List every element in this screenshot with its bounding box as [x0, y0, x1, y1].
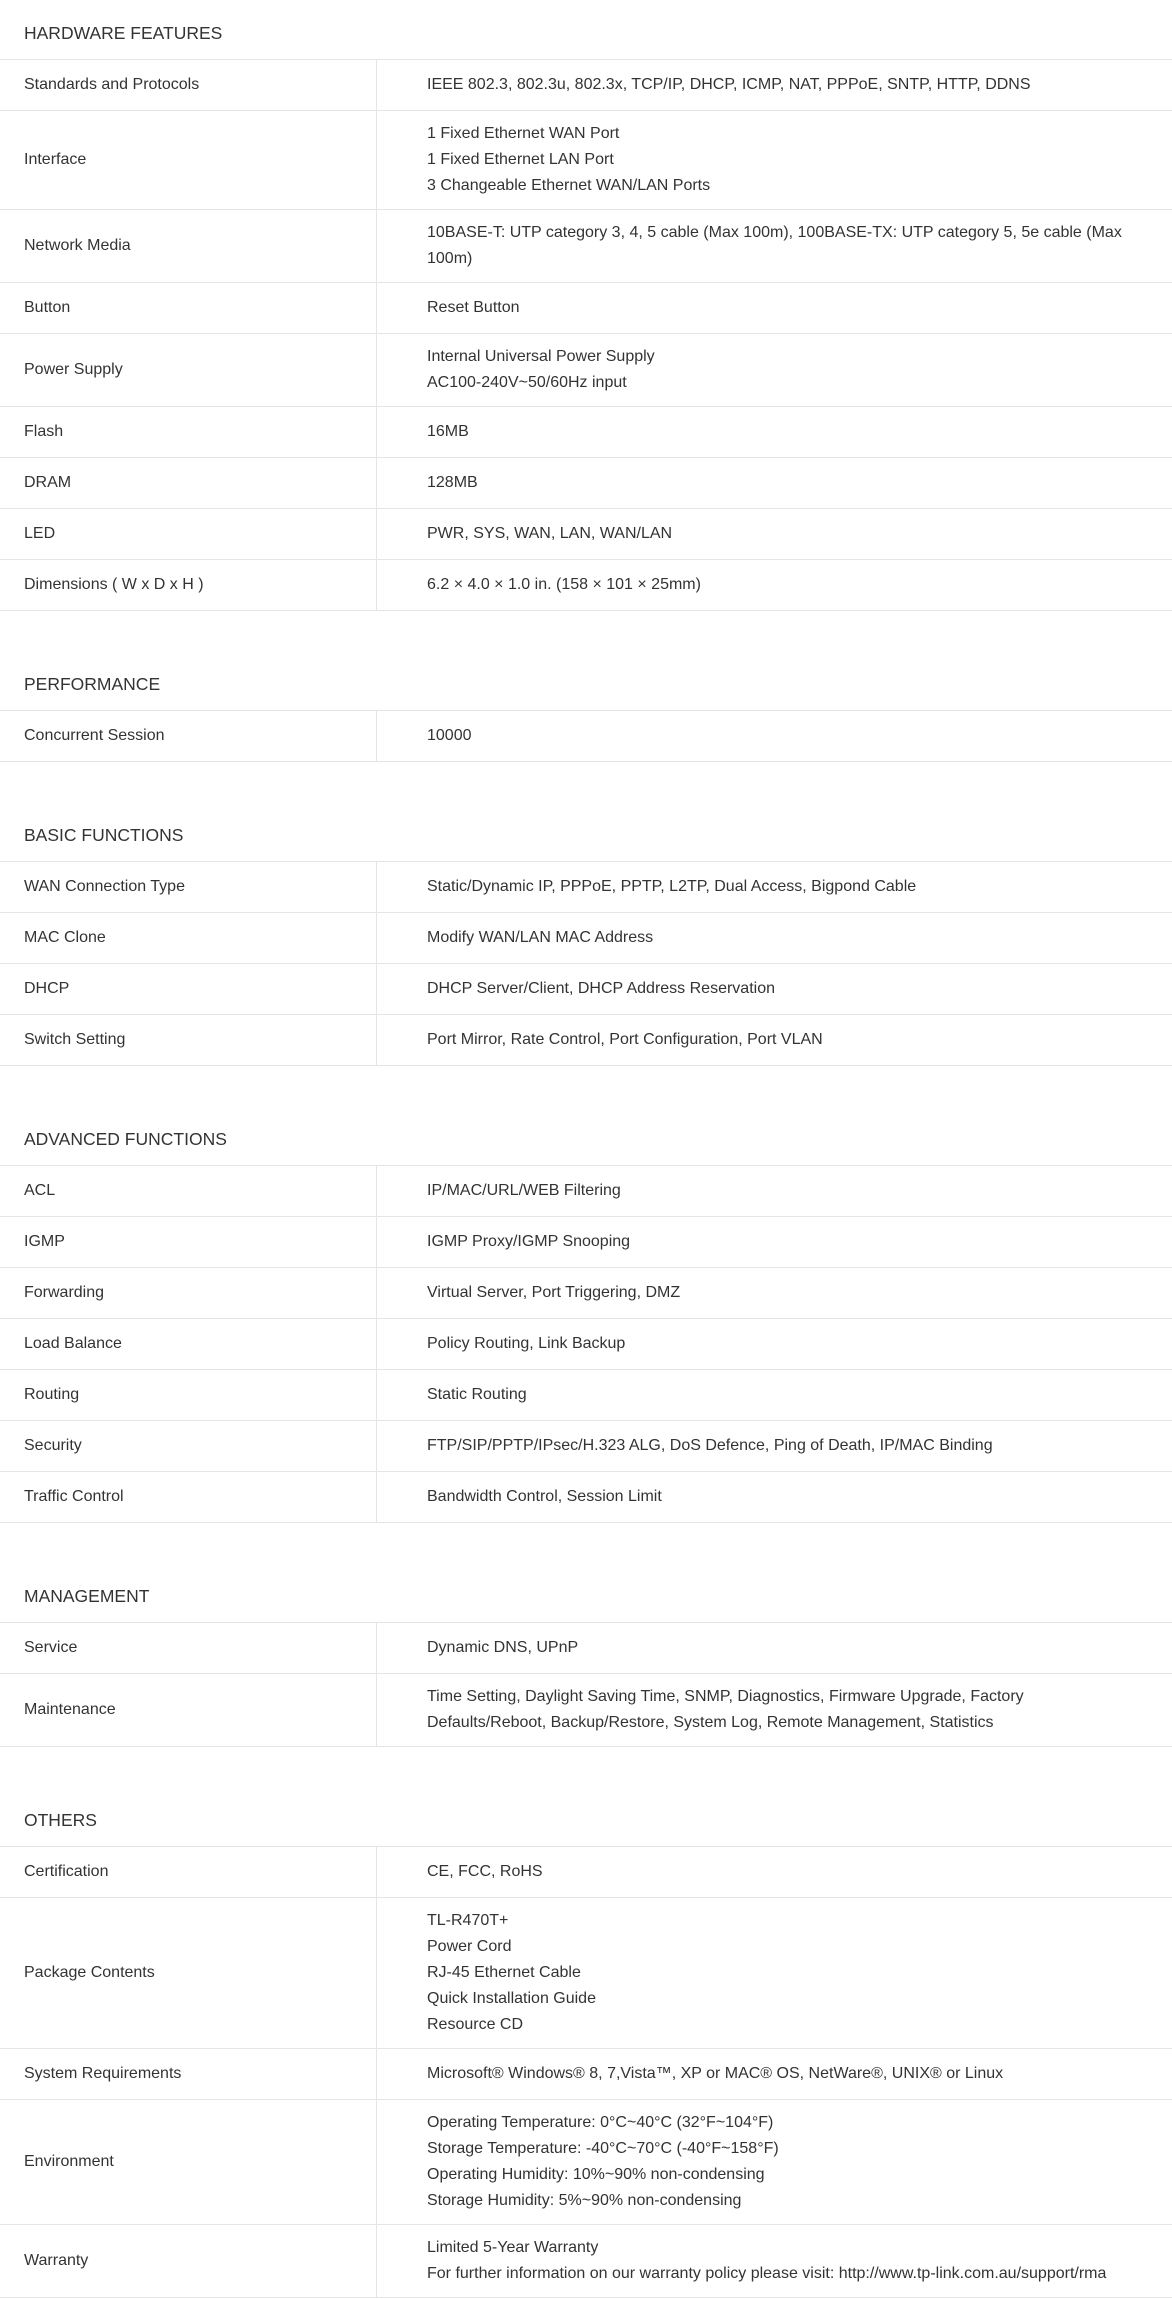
spec-value-line: Reset Button: [427, 299, 520, 316]
spec-label: DRAM: [0, 458, 377, 508]
spec-value-line: PWR, SYS, WAN, LAN, WAN/LAN: [427, 525, 673, 542]
section-title: ADVANCED FUNCTIONS: [0, 1106, 1172, 1166]
spec-row: [0, 458, 1172, 509]
spec-row: [0, 1166, 1172, 1217]
spec-value-line: 16MB: [427, 423, 469, 440]
spec-label: Warranty: [0, 2225, 377, 2297]
spec-row: [0, 210, 1172, 283]
spec-section: [0, 802, 1172, 1066]
spec-label: Forwarding: [0, 1268, 377, 1318]
spec-row: [0, 560, 1172, 611]
spec-value-line: IGMP Proxy/IGMP Snooping: [427, 1233, 631, 1250]
spec-value-line: Virtual Server, Port Triggering, DMZ: [427, 1284, 681, 1301]
spec-label: WAN Connection Type: [0, 862, 377, 912]
spec-row: [0, 862, 1172, 913]
spec-row: [0, 1847, 1172, 1898]
spec-section: [0, 651, 1172, 762]
section-spacer: [0, 762, 1172, 802]
spec-row: [0, 509, 1172, 560]
spec-value: [377, 1015, 1172, 1065]
spec-section: [0, 0, 1172, 611]
spec-label: Switch Setting: [0, 1015, 377, 1065]
spec-value-line: 1 Fixed Ethernet LAN Port: [427, 151, 614, 168]
spec-value: [377, 2225, 1172, 2297]
spec-value: [377, 283, 1172, 333]
spec-value-line: Port Mirror, Rate Control, Port Configuration, Port VLAN: [427, 1031, 823, 1048]
spec-value: [377, 1268, 1172, 1318]
spec-value: [377, 1674, 1172, 1746]
spec-value: [377, 1217, 1172, 1267]
spec-value-line: Limited 5-Year Warranty: [427, 2239, 599, 2256]
spec-row: [0, 1674, 1172, 1747]
spec-value: [377, 1623, 1172, 1673]
spec-value: [377, 1898, 1172, 2048]
spec-value-line: 10000: [427, 727, 472, 744]
spec-value: [377, 560, 1172, 610]
spec-value-line: CE, FCC, RoHS: [427, 1863, 543, 1880]
spec-value: [377, 964, 1172, 1014]
spec-row: [0, 1370, 1172, 1421]
spec-value-line: Dynamic DNS, UPnP: [427, 1639, 579, 1656]
spec-label: DHCP: [0, 964, 377, 1014]
spec-label: Standards and Protocols: [0, 60, 377, 110]
spec-value-line: IP/MAC/URL/WEB Filtering: [427, 1182, 621, 1199]
spec-value-line: DHCP Server/Client, DHCP Address Reservation: [427, 980, 775, 997]
spec-row: [0, 334, 1172, 407]
spec-row: [0, 60, 1172, 111]
spec-value-line: IEEE 802.3, 802.3u, 802.3x, TCP/IP, DHCP, ICMP, NAT, PPPoE, SNTP, HTTP, DDNS: [427, 76, 1031, 93]
spec-value-line: RJ-45 Ethernet Cable: [427, 1964, 581, 1981]
section-title: HARDWARE FEATURES: [0, 0, 1172, 60]
spec-row: [0, 964, 1172, 1015]
spec-label: IGMP: [0, 1217, 377, 1267]
spec-value: [377, 509, 1172, 559]
spec-label: LED: [0, 509, 377, 559]
spec-value: [377, 1319, 1172, 1369]
spec-value: [377, 862, 1172, 912]
spec-row: [0, 1217, 1172, 1268]
spec-label: Maintenance: [0, 1674, 377, 1746]
spec-label: Load Balance: [0, 1319, 377, 1369]
spec-row: [0, 1421, 1172, 1472]
spec-row: [0, 2100, 1172, 2225]
spec-value-line: Quick Installation Guide: [427, 1990, 596, 2007]
spec-value: [377, 1166, 1172, 1216]
spec-row: [0, 2225, 1172, 2298]
spec-value-line: Operating Temperature: 0°C~40°C (32°F~104°F): [427, 2114, 774, 2131]
spec-label: Package Contents: [0, 1898, 377, 2048]
spec-label: Service: [0, 1623, 377, 1673]
spec-value: [377, 1370, 1172, 1420]
spec-value: [377, 1472, 1172, 1522]
spec-row: [0, 1472, 1172, 1523]
spec-value-line: Operating Humidity: 10%~90% non-condensing: [427, 2166, 765, 2183]
spec-value: [377, 2049, 1172, 2099]
spec-row: [0, 283, 1172, 334]
section-spacer: [0, 1523, 1172, 1563]
spec-value-line: Modify WAN/LAN MAC Address: [427, 929, 654, 946]
spec-value-line: Microsoft® Windows® 8, 7,Vista™, XP or MAC® OS, NetWare®, UNIX® or Linux: [427, 2065, 1004, 2082]
section-spacer: [0, 1747, 1172, 1787]
spec-label: Environment: [0, 2100, 377, 2224]
section-title: MANAGEMENT: [0, 1563, 1172, 1623]
spec-value-line: Power Cord: [427, 1938, 512, 1955]
spec-label: Traffic Control: [0, 1472, 377, 1522]
spec-section: [0, 1106, 1172, 1523]
spec-row: [0, 1898, 1172, 2049]
spec-value-line: Policy Routing, Link Backup: [427, 1335, 626, 1352]
spec-label: Concurrent Session: [0, 711, 377, 761]
spec-label: Network Media: [0, 210, 377, 282]
spec-row: [0, 407, 1172, 458]
spec-label: Routing: [0, 1370, 377, 1420]
spec-value: [377, 60, 1172, 110]
spec-value: [377, 711, 1172, 761]
spec-value-line: Internal Universal Power Supply: [427, 348, 655, 365]
spec-value-line: Static Routing: [427, 1386, 527, 1403]
spec-value-line: FTP/SIP/PPTP/IPsec/H.323 ALG, DoS Defence, Ping of Death, IP/MAC Binding: [427, 1437, 993, 1454]
spec-label: System Requirements: [0, 2049, 377, 2099]
spec-row: [0, 913, 1172, 964]
spec-value-line: 3 Changeable Ethernet WAN/LAN Ports: [427, 177, 711, 194]
spec-label: Power Supply: [0, 334, 377, 406]
spec-label: Flash: [0, 407, 377, 457]
spec-value-line: 6.2 × 4.0 × 1.0 in. (158 × 101 × 25mm): [427, 576, 701, 593]
spec-label: Dimensions ( W x D x H ): [0, 560, 377, 610]
spec-value-line: 10BASE-T: UTP category 3, 4, 5 cable (Max 100m), 100BASE-TX: UTP category 5, 5e cable (Max 100m): [427, 224, 1122, 267]
spec-value-line: TL-R470T+: [427, 1912, 509, 1929]
spec-label: ACL: [0, 1166, 377, 1216]
spec-label: MAC Clone: [0, 913, 377, 963]
spec-value-line: Resource CD: [427, 2016, 524, 2033]
spec-value: [377, 2100, 1172, 2224]
spec-section: [0, 1563, 1172, 1747]
section-title: BASIC FUNCTIONS: [0, 802, 1172, 862]
spec-row: [0, 1319, 1172, 1370]
spec-row: [0, 711, 1172, 762]
spec-value-line: AC100-240V~50/60Hz input: [427, 374, 627, 391]
spec-value: [377, 407, 1172, 457]
spec-value-line: Time Setting, Daylight Saving Time, SNMP, Diagnostics, Firmware Upgrade, Factory Defaults/Reboot, Backup/Restore, System Log, Remote Management, Statistics: [427, 1688, 1024, 1731]
spec-value-line: Static/Dynamic IP, PPPoE, PPTP, L2TP, Dual Access, Bigpond Cable: [427, 878, 917, 895]
spec-value: [377, 111, 1172, 209]
section-title: OTHERS: [0, 1787, 1172, 1847]
spec-value-line: 128MB: [427, 474, 478, 491]
spec-row: [0, 111, 1172, 210]
spec-row: [0, 1015, 1172, 1066]
section-spacer: [0, 611, 1172, 651]
spec-value: [377, 1421, 1172, 1471]
spec-value: [377, 1847, 1172, 1897]
spec-value-line: Bandwidth Control, Session Limit: [427, 1488, 662, 1505]
spec-label: Security: [0, 1421, 377, 1471]
spec-label: Certification: [0, 1847, 377, 1897]
spec-value-line: Storage Humidity: 5%~90% non-condensing: [427, 2192, 742, 2209]
spec-value-line: 1 Fixed Ethernet WAN Port: [427, 125, 620, 142]
spec-section: [0, 1787, 1172, 2298]
spec-label: Button: [0, 283, 377, 333]
spec-row: [0, 1623, 1172, 1674]
spec-value-line: For further information on our warranty policy please visit: http://www.tp-link.com.au/support/rma: [427, 2265, 1107, 2282]
section-spacer: [0, 1066, 1172, 1106]
spec-value: [377, 334, 1172, 406]
spec-label: Interface: [0, 111, 377, 209]
spec-value: [377, 210, 1172, 282]
spec-row: [0, 1268, 1172, 1319]
spec-value: [377, 913, 1172, 963]
spec-value: [377, 458, 1172, 508]
spec-row: [0, 2049, 1172, 2100]
spec-value-line: Storage Temperature: -40°C~70°C (-40°F~158°F): [427, 2140, 779, 2157]
section-title: PERFORMANCE: [0, 651, 1172, 711]
